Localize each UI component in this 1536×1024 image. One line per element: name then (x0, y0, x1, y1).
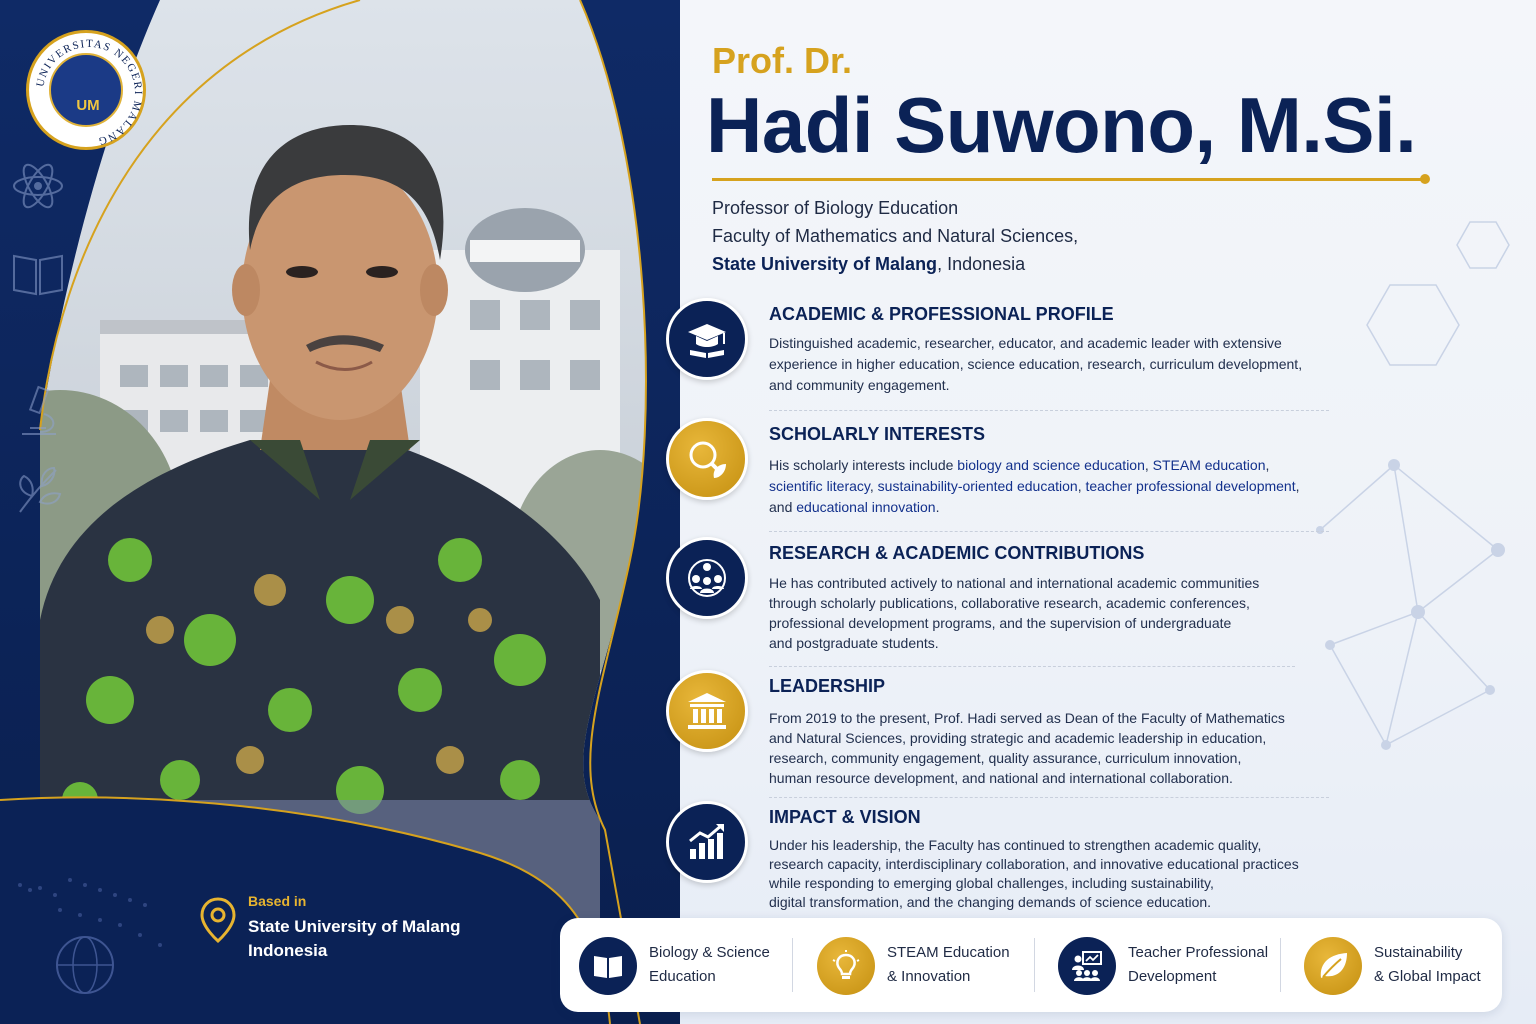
body-line: and educational innovation. (769, 499, 940, 515)
book-icon (10, 246, 66, 302)
lightbulb-icon (830, 950, 862, 982)
logo-initials: UM (76, 97, 100, 114)
location-label: Based in (248, 893, 307, 909)
left-panel-background (0, 0, 680, 1024)
body-line: while responding to emerging global challenges, including sustainability, (769, 875, 1214, 891)
section-icon-badge (666, 298, 748, 380)
body-line: He has contributed actively to national and international academic communities (769, 575, 1260, 591)
section-divider (769, 797, 1329, 798)
section-icon-badge (666, 537, 748, 619)
body-line: experience in higher education, science education, research, curriculum development, (769, 356, 1303, 372)
section-title: SCHOLARLY INTERESTS (769, 424, 986, 444)
name-prefix: Prof. Dr. (712, 40, 853, 81)
body-line: scientific literacy, sustainability-oriented education, teacher professional development, (769, 478, 1300, 494)
logo-text: UNIVERSITAS NEGERI MALANG (34, 37, 145, 148)
page-title: Hadi Suwono, M.Si. (706, 81, 1417, 169)
institution-name: State University of Malang (712, 254, 938, 274)
section-title: ACADEMIC & PROFESSIONAL PROFILE (769, 304, 1114, 324)
section-title: RESEARCH & ACADEMIC CONTRIBUTIONS (769, 543, 1145, 563)
institution-line (712, 254, 1025, 275)
section-divider (769, 666, 1295, 667)
focus-label: STEAM Education (887, 944, 1010, 961)
institution-country: , Indonesia (937, 254, 1026, 274)
body-line: and community engagement. (769, 377, 950, 393)
section-body (769, 333, 1354, 396)
focus-areas-bar (560, 918, 1502, 1012)
section-icon-badge (666, 418, 748, 500)
faculty-name: Faculty of Mathematics and Natural Sciences, (712, 226, 1079, 246)
open-book-icon (592, 950, 624, 982)
institution-icon (686, 690, 728, 732)
body-line: Distinguished academic, researcher, educator, and academic leader with extensive (769, 335, 1282, 351)
interest-steam-education: STEAM education (1152, 457, 1266, 473)
section-icon-badge (666, 801, 748, 883)
focus-label: Sustainability (1374, 944, 1463, 961)
body-line: and postgraduate students. (769, 635, 939, 651)
body-line: digital transformation, and the changing demands of science education. (769, 894, 1212, 910)
section-title: LEADERSHIP (769, 676, 886, 696)
focus-label: Education (649, 968, 716, 985)
interest-biology-science-education: biology and science education (957, 457, 1145, 473)
section-body (769, 455, 1354, 518)
location-institution: State University of Malang (248, 917, 461, 936)
body-line: professional development programs, and the supervision of undergraduate (769, 615, 1232, 631)
body-line: research, community engagement, quality assurance, curriculum innovation, (769, 750, 1242, 766)
section-body (769, 708, 1354, 788)
title-underline (712, 178, 1424, 181)
section-divider (769, 531, 1329, 532)
focus-label: & Global Impact (1374, 968, 1481, 985)
location-pin-icon (200, 897, 236, 945)
body-line: through scholarly publications, collaborative research, academic conferences, (769, 595, 1250, 611)
section-body (769, 836, 1354, 912)
focus-label: & Innovation (887, 968, 971, 985)
interest-scientific-literacy: scientific literacy (769, 478, 870, 494)
university-logo (26, 30, 146, 150)
interest-sustainability-education: sustainability-oriented education (877, 478, 1078, 494)
teacher-board-icon (1071, 950, 1103, 982)
logo-emblem (49, 53, 123, 127)
body-line: Under his leadership, the Faculty has continued to strengthen academic quality, (769, 837, 1262, 853)
focus-divider (1280, 938, 1281, 992)
body-line: human resource development, and national and international collaboration. (769, 770, 1233, 786)
focus-label: Teacher Professional (1128, 944, 1269, 961)
section-body (769, 573, 1354, 653)
section-divider (769, 410, 1329, 411)
graduation-cap-icon (686, 318, 728, 360)
focus-label: Development (1128, 968, 1217, 985)
leaf-icon (10, 462, 66, 518)
focus-label: Biology & Science (649, 944, 770, 961)
focus-divider (792, 938, 793, 992)
body-line: and Natural Sciences, providing strategic and academic leadership in education, (769, 730, 1267, 746)
interest-educational-innovation: educational innovation (796, 499, 936, 515)
location-country: Indonesia (248, 941, 328, 960)
position-title: Professor of Biology Education (712, 198, 959, 218)
focus-divider (1034, 938, 1035, 992)
people-network-icon (686, 557, 728, 599)
leaf-icon (1317, 950, 1349, 982)
body-line: From 2019 to the present, Prof. Hadi served as Dean of the Faculty of Mathematics (769, 710, 1285, 726)
growth-chart-icon (686, 821, 728, 863)
microscope-icon (10, 384, 66, 440)
interest-teacher-development: teacher professional development (1085, 478, 1296, 494)
magnifier-leaf-icon (686, 438, 728, 480)
title-underline-dot (1420, 174, 1430, 184)
body-line: research capacity, interdisciplinary collaboration, and innovative educational practices (769, 856, 1299, 872)
body-line: His scholarly interests include biology and science education, STEAM education, (769, 457, 1270, 473)
section-icon-badge (666, 670, 748, 752)
atom-icon (10, 158, 66, 214)
section-title: IMPACT & VISION (769, 807, 921, 827)
